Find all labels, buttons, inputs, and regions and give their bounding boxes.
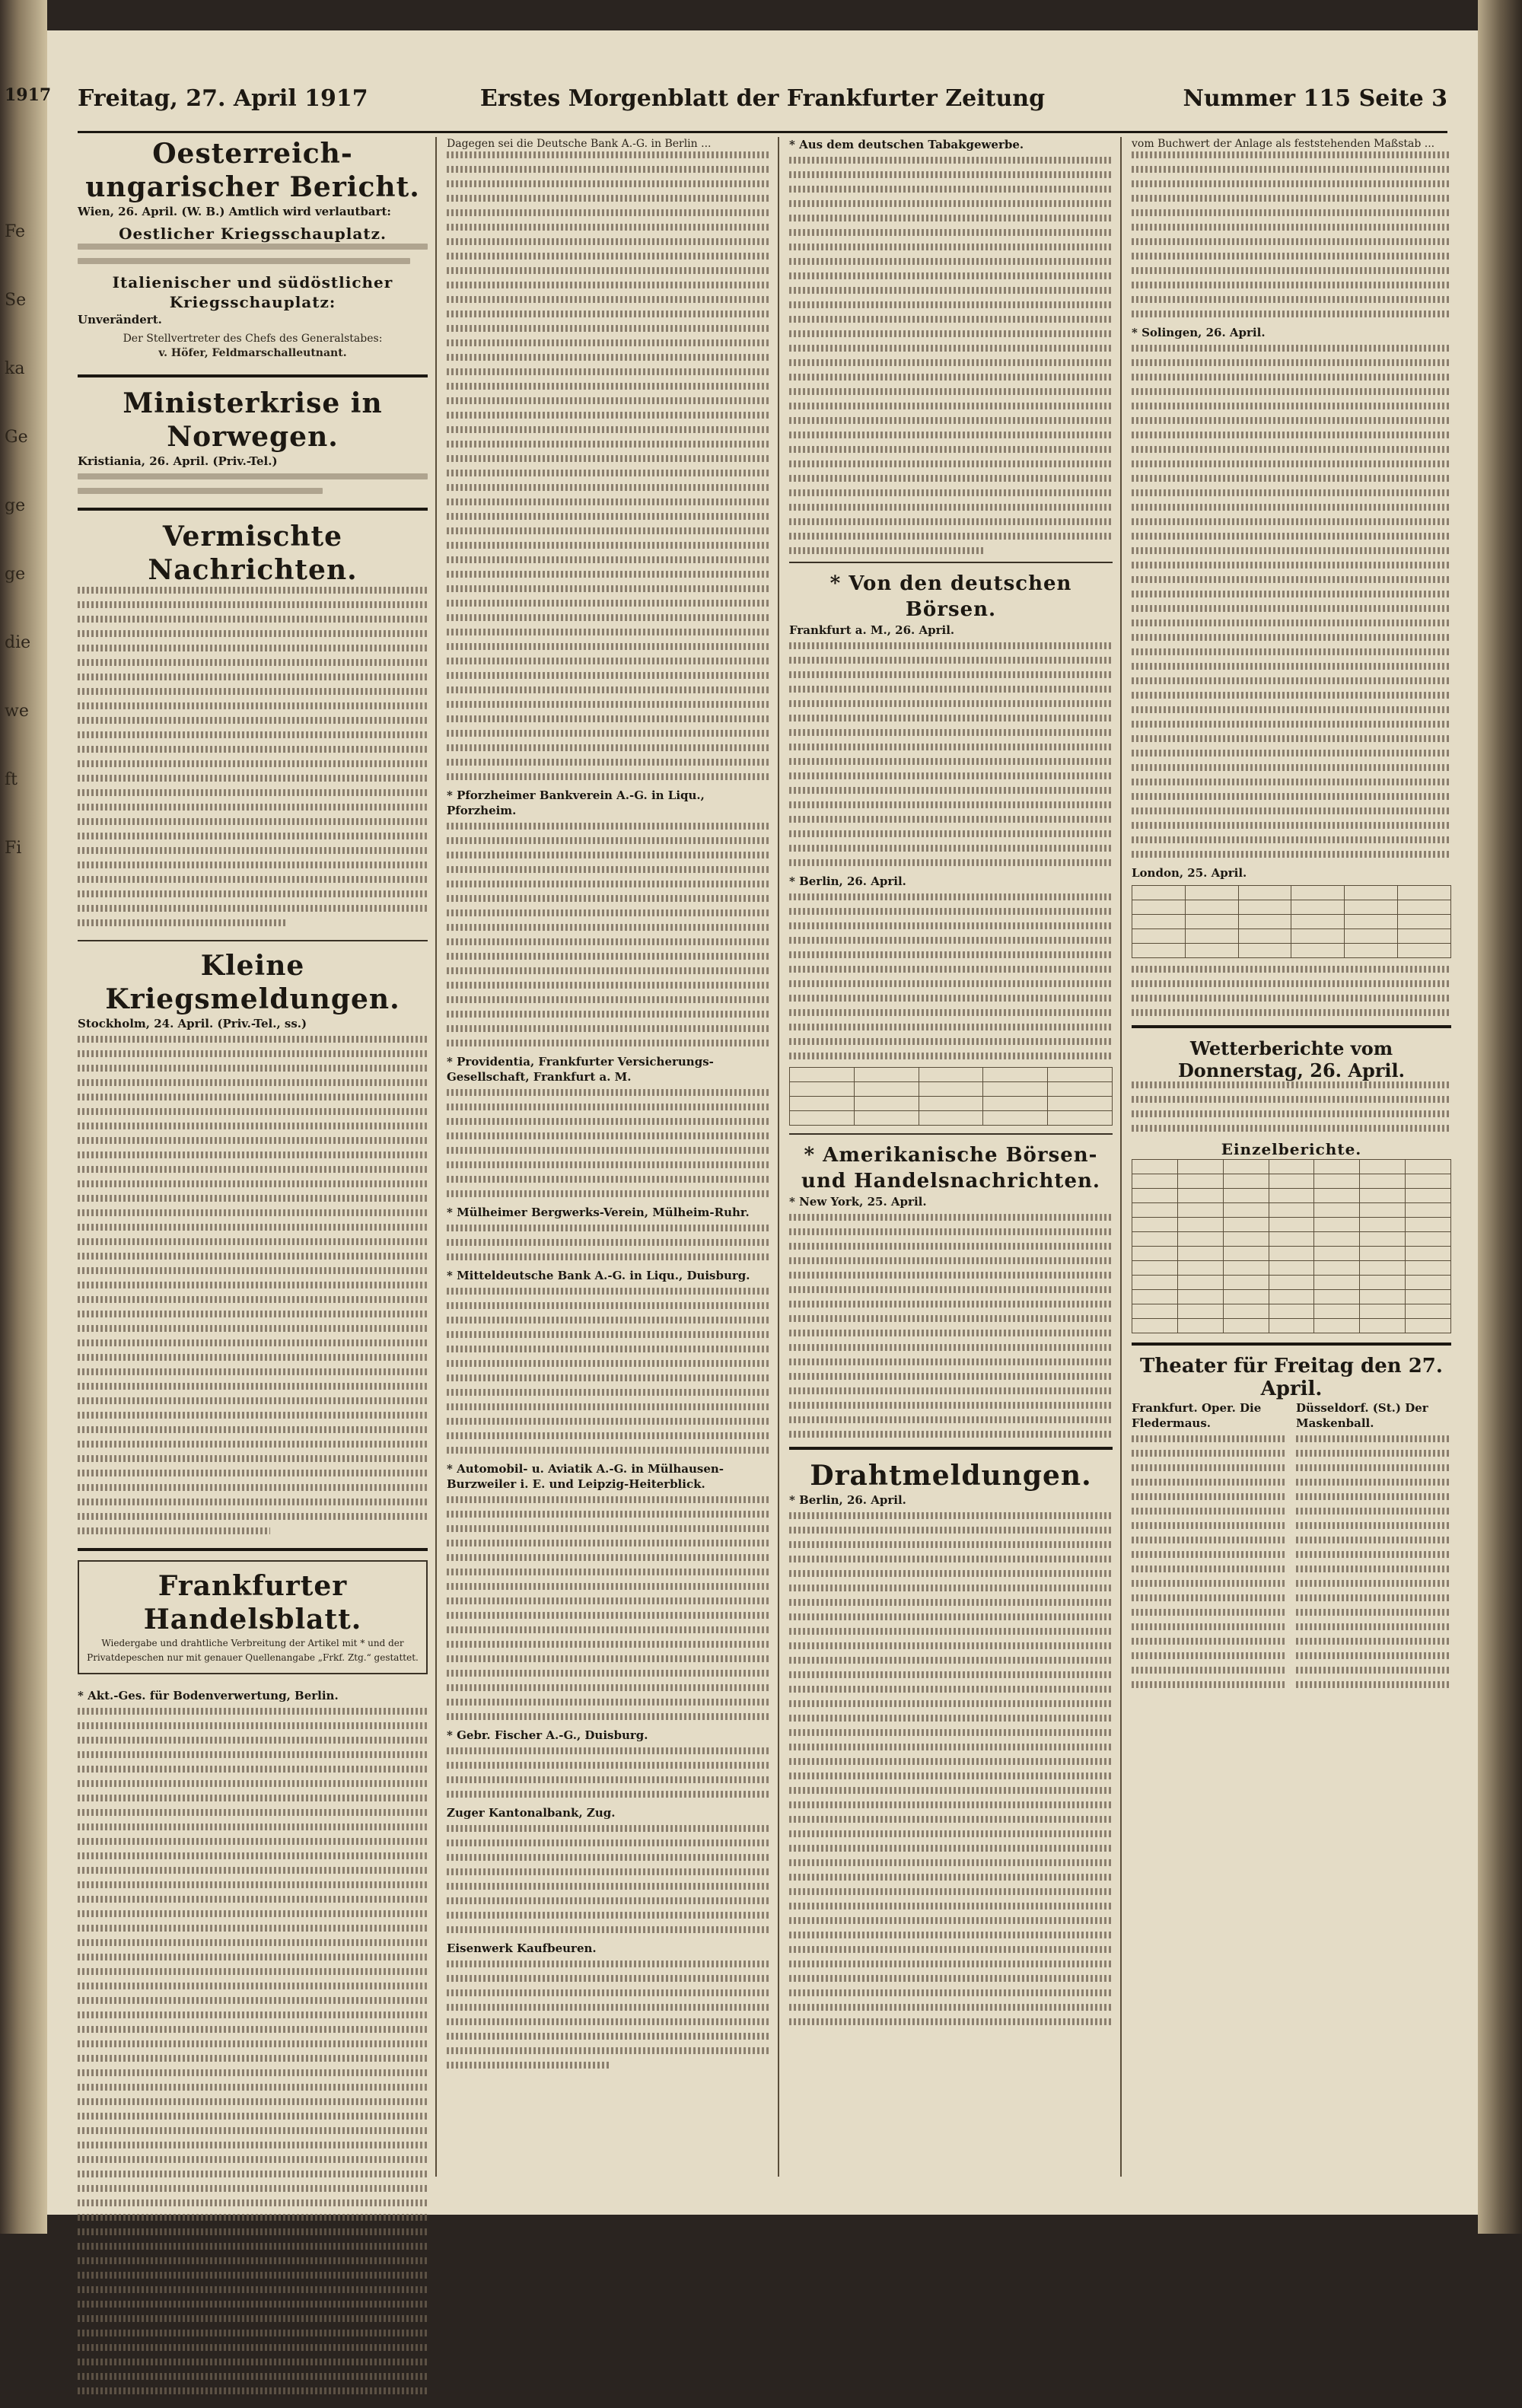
subheading: Oestlicher Kriegsschauplatz. — [119, 225, 387, 243]
article-title: * Akt.-Ges. für Bodenverwertung, Berlin. — [78, 1689, 339, 1702]
theater-entry: Frankfurt. Oper. Die Fledermaus. — [1132, 1401, 1262, 1430]
column-4 — [1132, 137, 1451, 1696]
margin-fragment: Fi — [5, 839, 22, 858]
column-rule — [1120, 137, 1122, 2177]
weather-title: Wetterberichte vom Donnerstag, 26. April. — [1177, 1037, 1406, 1081]
margin-fragment: die — [5, 633, 31, 652]
column-rule — [778, 137, 779, 2177]
signature: v. Höfer, Feldmarschalleutnant. — [158, 347, 347, 359]
subheading: Unverändert. — [78, 313, 162, 326]
article-title: * Mitteldeutsche Bank A.-G. in Liqu., Duisburg. — [447, 1269, 750, 1282]
section-title: Frankfurter Handelsblatt. — [143, 1570, 362, 1636]
column-continuation: Dagegen sei die Deutsche Bank A.-G. in Berlin ... — [447, 138, 712, 150]
theater-col-left — [1132, 1400, 1287, 1696]
headline: Vermischte Nachrichten. — [148, 521, 358, 586]
exchange-rate-table — [789, 1067, 1113, 1126]
margin-fragment: Se — [5, 291, 27, 310]
dateline: * Solingen, 26. April. — [1132, 326, 1266, 339]
theater-col-right — [1296, 1400, 1451, 1696]
masthead-title: Erstes Morgenblatt der Frankfurter Zeitung — [479, 85, 1046, 112]
column-1 — [78, 137, 428, 2408]
article-war-reports — [78, 949, 428, 1534]
column-3 — [789, 137, 1113, 2033]
dateline: Frankfurt a. M., 26. April. — [789, 623, 955, 637]
dateline: * Berlin, 26. April. — [789, 1493, 906, 1507]
theater-listings — [1132, 1400, 1451, 1696]
article-bodenverwertung — [78, 1688, 428, 2394]
dateline: * Berlin, 26. April. — [789, 874, 906, 888]
column-continuation: vom Buchwert der Anlage als feststehenden Maßstab ... — [1132, 138, 1435, 150]
article-title: * Mülheimer Bergwerks-Verein, Mülheim-Ruhr. — [447, 1206, 750, 1219]
article-austrian-report — [78, 137, 428, 361]
article-title: * Gebr. Fischer A.-G., Duisburg. — [447, 1728, 648, 1742]
margin-fragment: we — [5, 702, 29, 721]
section-note: Wiedergabe und drahtliche Verbreitung der Artikel mit * und der Privatdepeschen nur mit genauer Quellenangabe „Frkf. Ztg.“ gestattet. — [87, 1638, 419, 1663]
page-year-edge: 1917 — [5, 85, 52, 105]
margin-fragment: ge — [5, 496, 26, 515]
headline: Oesterreich-ungarischer Bericht. — [85, 138, 420, 203]
london-market-table — [1132, 885, 1451, 958]
scan-edge-left — [0, 0, 47, 2234]
signature: Der Stellvertreter des Chefs des Generalstabes: — [123, 333, 383, 345]
dateline: * New York, 25. April. — [789, 1195, 927, 1209]
article-norway — [78, 387, 428, 494]
section-headline: Drahtmeldungen. — [810, 1460, 1092, 1492]
article-title: * Aus dem deutschen Tabakgewerbe. — [789, 138, 1024, 151]
dateline: Kristiania, 26. April. (Priv.-Tel.) — [78, 454, 278, 468]
section-headline: * Amerikanische Börsen- und Handelsnachrichten. — [801, 1144, 1100, 1193]
headline: Kleine Kriegsmeldungen. — [105, 950, 400, 1015]
theater-title: Theater für Freitag den 27. April. — [1140, 1355, 1443, 1400]
dateline: Stockholm, 24. April. (Priv.-Tel., ss.) — [78, 1017, 307, 1030]
section-headline: * Von den deutschen Börsen. — [829, 572, 1072, 621]
subheading: Italienischer und südöstlicher Kriegsschauplatz: — [112, 273, 393, 311]
article-misc-news — [78, 520, 428, 926]
section-frankfurt-trade-gazette — [78, 1560, 428, 1674]
masthead-issue: Nummer 115 Seite 3 — [1183, 85, 1447, 112]
margin-fragment: ka — [5, 359, 25, 378]
column-2 — [447, 137, 770, 2076]
weather-table — [1132, 1159, 1451, 1333]
article-title: * Pforzheimer Bankverein A.-G. in Liqu., Pforzheim. — [447, 788, 705, 817]
margin-fragment: Ge — [5, 428, 28, 447]
margin-fragment: Fe — [5, 222, 26, 241]
scan-edge-right — [1478, 0, 1522, 2234]
masthead-date: Freitag, 27. April 1917 — [78, 85, 368, 112]
margin-fragment: ft — [5, 770, 18, 789]
theater-entry: Düsseldorf. (St.) Der Maskenball. — [1296, 1401, 1428, 1430]
headline: Ministerkrise in Norwegen. — [123, 387, 383, 453]
dateline: London, 25. April. — [1132, 866, 1247, 880]
article-title: Zuger Kantonalbank, Zug. — [447, 1806, 616, 1820]
column-rule — [435, 137, 437, 2177]
margin-fragments — [5, 175, 44, 906]
weather-subtitle: Einzelberichte. — [1221, 1140, 1362, 1158]
article-title: * Automobil- u. Aviatik A.-G. in Mülhausen-Burzweiler i. E. und Leipzig-Heiterblick. — [447, 1462, 724, 1491]
masthead — [78, 82, 1447, 133]
margin-fragment: ge — [5, 565, 26, 584]
article-title: * Providentia, Frankfurter Versicherungs-Gesellschaft, Frankfurt a. M. — [447, 1055, 714, 1084]
article-title: Eisenwerk Kaufbeuren. — [447, 1941, 597, 1955]
newspaper-page — [5, 30, 1478, 2215]
dateline: Wien, 26. April. (W. B.) Amtlich wird verlautbart: — [78, 205, 391, 218]
